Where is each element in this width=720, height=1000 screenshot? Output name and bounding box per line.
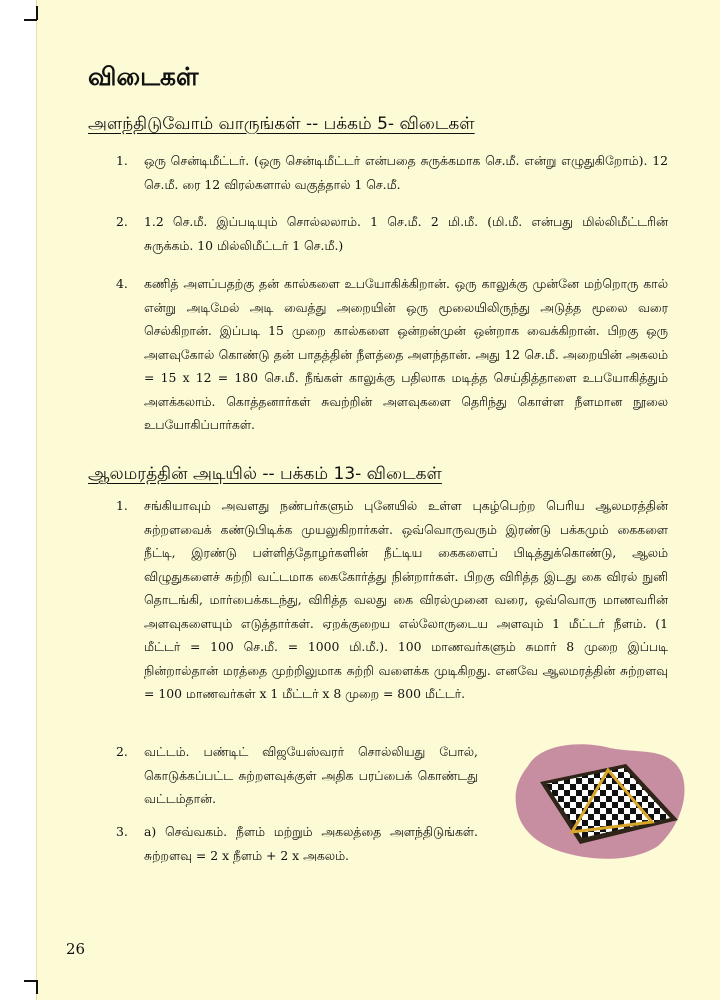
- item-text: கணித் அளப்பதற்கு தன் கால்களை உபயோகிக்கிறான். ஒரு காலுக்கு முன்னே மற்றொரு கால் என்று அடிமேல் அடி வைத்து அறையின் ஒரு மூலையிலிருந்து அடுத்த மூலை வரை செல்கிறான். இப்படி 15 முறை கால்களை ஒன்றன்முன் ஒன்றாக வைக்கிறான். பிறகு ஒரு அளவுகோல் கொண்டு தன் பாதத்தின் நீளத்தை அளந்தான். அது 12 செ.மீ. அறையின் அகலம் = 15 x 12 = 180 செ.மீ. நீங்கள் காலுக்கு பதிலாக மடித்த செய்தித்தாளை உபயோகித்தும் அளக்கலாம். கொத்தனார்கள் சுவற்றின் அளவுகளை தெரிந்து கொள்ள நீளமான நூலை உபயோகிப்பார்கள்.: [144, 276, 668, 432]
- item-number: 3.: [116, 824, 128, 839]
- item-text: வட்டம். பண்டிட் விஜயேஸ்வரர் சொல்லியது போல், கொடுக்கப்பட்ட சுற்றளவுக்குள் அதிக பரப்பைக் கொண்டது வட்டம்தான்.: [144, 744, 478, 806]
- item-text: சங்கியாவும் அவளது நண்பர்களும் புனேயில் உள்ள புகழ்பெற்ற பெரிய ஆலமரத்தின் சுற்றளவைக் கண்டுபிடிக்க முயலுகிறார்கள். ஒவ்வொருவரும் இரண்டு பக்கமும் கைகளை நீட்டி, இரண்டு பள்ளித்தோழர்களின் நீட்டிய கைகளைப் பிடித்துக்கொண்டு, ஆலம் விழுதுகளைச் சுற்றி வட்டமாக கைகோர்த்து நின்றார்கள். பிறகு விரித்த இடது கை விரல் நுனி தொடங்கி, மார்பைக்கடந்து, விரித்த வலது கை விரல்முனை வரை, ஒவ்வொரு மாணவரின் அளவுகளையும் எடுத்தார்கள். ஏறக்குறைய எல்லோருடைய அளவும் 1 மீட்டர் நீளம். (1 மீட்டர் = 100 செ.மீ. = 1000 மி.மீ.). 100 மாணவர்களும் சுமார் 8 முறை இப்படி நின்றால்தான் மரத்தை முற்றிலுமாக சுற்றி வளைக்க முடிகிறது. எனவே ஆலமரத்தின் சுற்றளவு = 100 மாணவர்கள் x 1 மீட்டர் x 8 முறை = 800 மீட்டர்.: [144, 498, 668, 701]
- chessboard-illustration: [510, 736, 690, 866]
- item-text: 1.2 செ.மீ. இப்படியும் சொல்லலாம். 1 செ.மீ. 2 மி.மீ. (மி.மீ. என்பது மில்லிமீட்டரின் சுருக்கம். 10 மில்லிமீட்டர் 1 செ.மீ.): [144, 214, 668, 253]
- item-number: 2.: [116, 744, 128, 759]
- crop-mark-bottom-h: [24, 980, 37, 982]
- crop-mark-bottom: [36, 980, 38, 994]
- crop-mark-top-h: [24, 19, 37, 21]
- item-number: 4.: [116, 276, 128, 291]
- item-number: 1.: [116, 498, 128, 513]
- section2-item-1: [116, 494, 668, 706]
- section1-item-1: [116, 149, 668, 196]
- section1-item-4: [116, 272, 668, 437]
- item-text: a) செவ்வகம். நீளம் மற்றும் அகலத்தை அளந்திடுங்கள். சுற்றளவு = 2 x நீளம் + 2 x அகலம்.: [144, 824, 478, 863]
- page-title: விடைகள்: [88, 62, 199, 91]
- section1-item-2: [116, 210, 668, 257]
- section2-item-3: [116, 820, 478, 867]
- crop-mark-top: [36, 6, 38, 20]
- section2-item-2: [116, 740, 478, 811]
- page-number: 26: [66, 940, 86, 958]
- item-number: 1.: [116, 153, 128, 168]
- item-number: 2.: [116, 214, 128, 229]
- section1-heading: அளந்திடுவோம் வாருங்கள் -- பக்கம் 5- விடைகள்: [88, 114, 475, 134]
- section2-heading: ஆலமரத்தின் அடியில் -- பக்கம் 13- விடைகள்: [88, 464, 442, 484]
- item-text: ஒரு சென்டிமீட்டர். (ஒரு சென்டிமீட்டர் என்பதை சுருக்கமாக செ.மீ. என்று எழுதுகிறோம்). 12 செ.மீ. ரை 12 விரல்களால் வகுத்தால் 1 செ.மீ.: [144, 153, 668, 192]
